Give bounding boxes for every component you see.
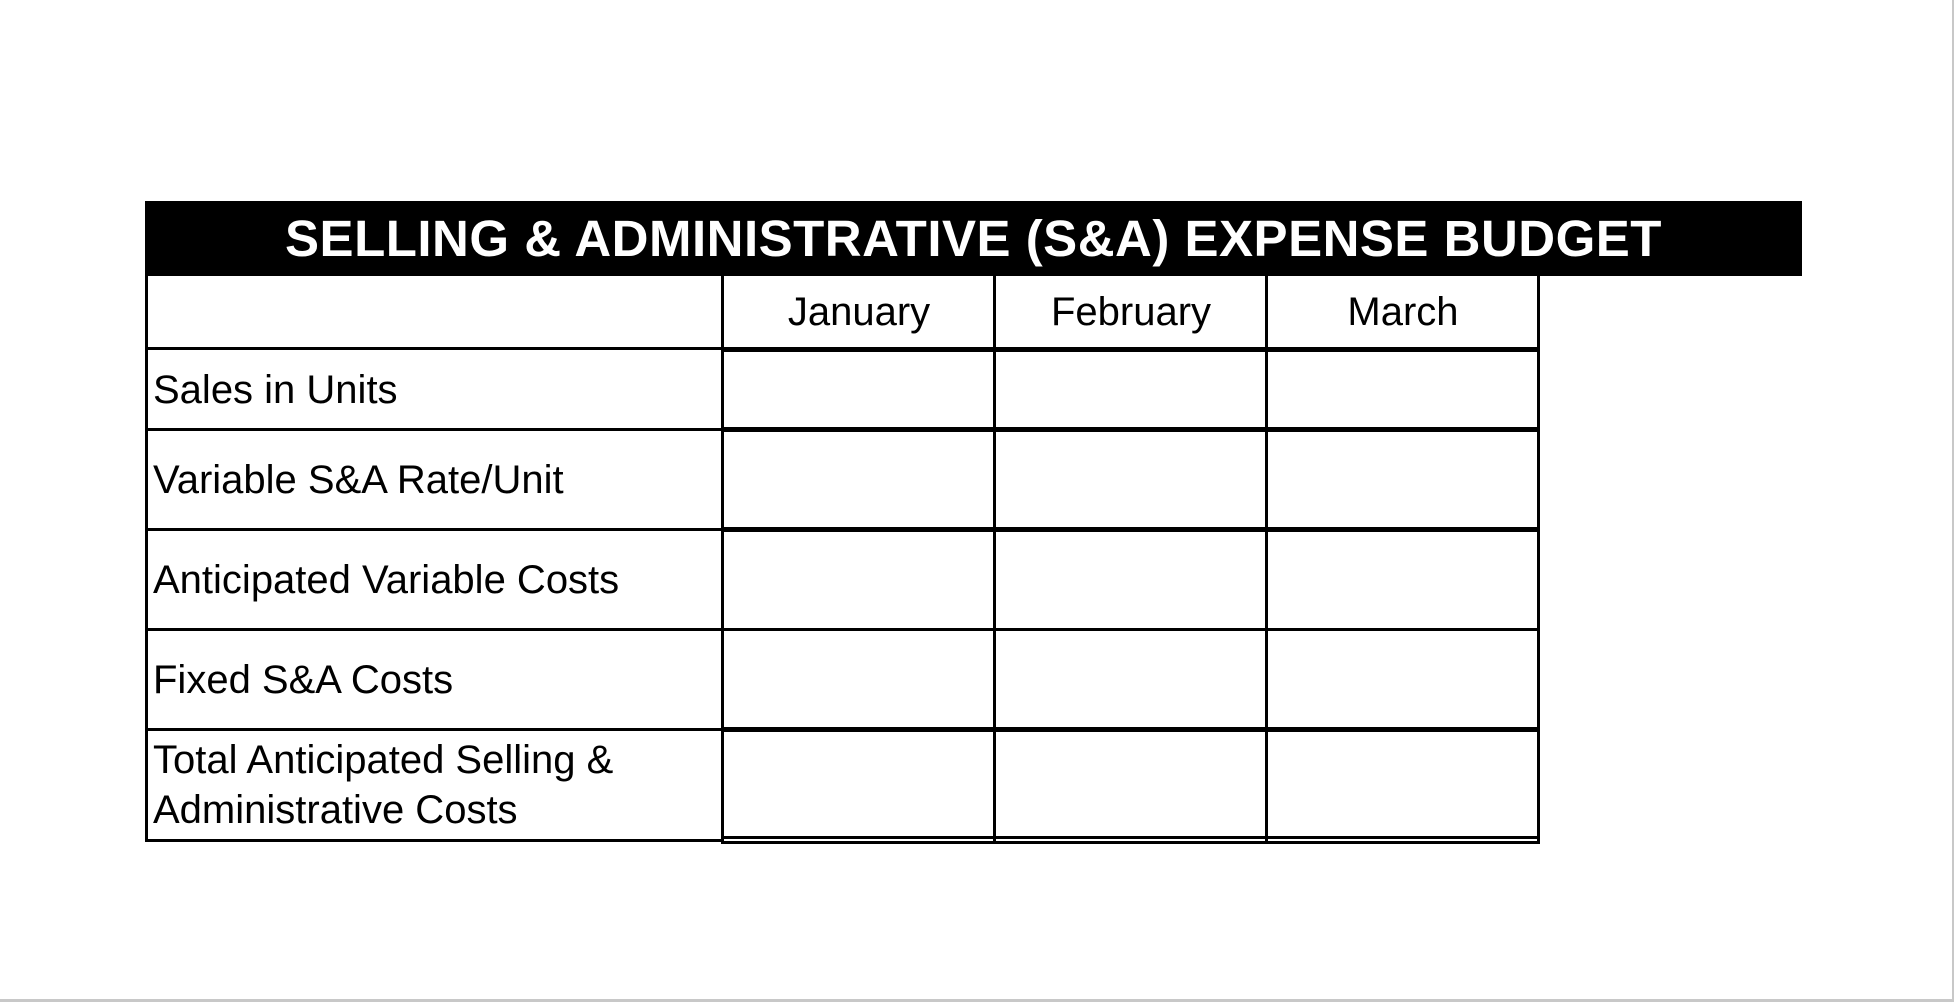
- row-label-total-costs: [145, 730, 723, 840]
- grid-line-jan-feb: [993, 276, 996, 842]
- cell-sales-january[interactable]: [723, 350, 995, 430]
- column-header-march: March: [1347, 289, 1459, 334]
- row-label-fixed-costs: Fixed S&A Costs: [153, 658, 454, 702]
- grid-line-values-row-4: [721, 628, 1540, 631]
- cell-total-february[interactable]: [995, 730, 1267, 840]
- grid-line-label-divider: [721, 276, 724, 844]
- grid-line-label-row-2: [145, 428, 723, 431]
- grid-line-label-row-5: [145, 728, 723, 731]
- grid-line-right: [1537, 276, 1540, 844]
- budget-title: SELLING & ADMINISTRATIVE (S&A) EXPENSE BUDGET: [145, 201, 1802, 276]
- cell-sales-march[interactable]: [1267, 350, 1539, 430]
- grid-line-values-row-2: [721, 427, 1540, 432]
- cell-fixed-costs-february[interactable]: [995, 630, 1267, 730]
- row-label-total-costs-line-1: Total Anticipated Selling &: [153, 738, 614, 782]
- cell-fixed-costs-january[interactable]: [723, 630, 995, 730]
- cell-rate-january[interactable]: [723, 430, 995, 530]
- cell-total-january[interactable]: [723, 730, 995, 840]
- grid-line-feb-mar: [1265, 276, 1268, 842]
- row-label-total-costs-line-2: Administrative Costs: [153, 788, 518, 832]
- cell-variable-costs-january[interactable]: [723, 530, 995, 630]
- cell-rate-february[interactable]: [995, 430, 1267, 530]
- grid-line-label-row-4: [145, 628, 723, 631]
- grid-line-values-bottom-2: [721, 841, 1540, 844]
- row-label-sales-in-units: Sales in Units: [153, 368, 398, 412]
- column-header-february: February: [1050, 289, 1212, 334]
- cell-variable-costs-march[interactable]: [1267, 530, 1539, 630]
- row-label-variable-rate: Variable S&A Rate/Unit: [153, 458, 564, 502]
- grid-line-left: [145, 276, 148, 842]
- grid-line-values-row-1: [721, 347, 1540, 352]
- row-label-anticipated-variable-costs: Anticipated Variable Costs: [153, 558, 620, 602]
- grid-line-values-bottom-1: [721, 836, 1540, 839]
- grid-line-label-row-3: [145, 528, 723, 531]
- grid-line-values-row-5: [721, 727, 1540, 732]
- cell-total-march[interactable]: [1267, 730, 1539, 840]
- cell-sales-february[interactable]: [995, 350, 1267, 430]
- grid-line-label-bottom: [145, 839, 723, 842]
- cell-fixed-costs-march[interactable]: [1267, 630, 1539, 730]
- grid-line-values-row-3: [721, 527, 1540, 532]
- cell-rate-march[interactable]: [1267, 430, 1539, 530]
- cell-variable-costs-february[interactable]: [995, 530, 1267, 630]
- column-header-january: January: [787, 289, 931, 334]
- grid-line-label-row-1: [145, 347, 723, 350]
